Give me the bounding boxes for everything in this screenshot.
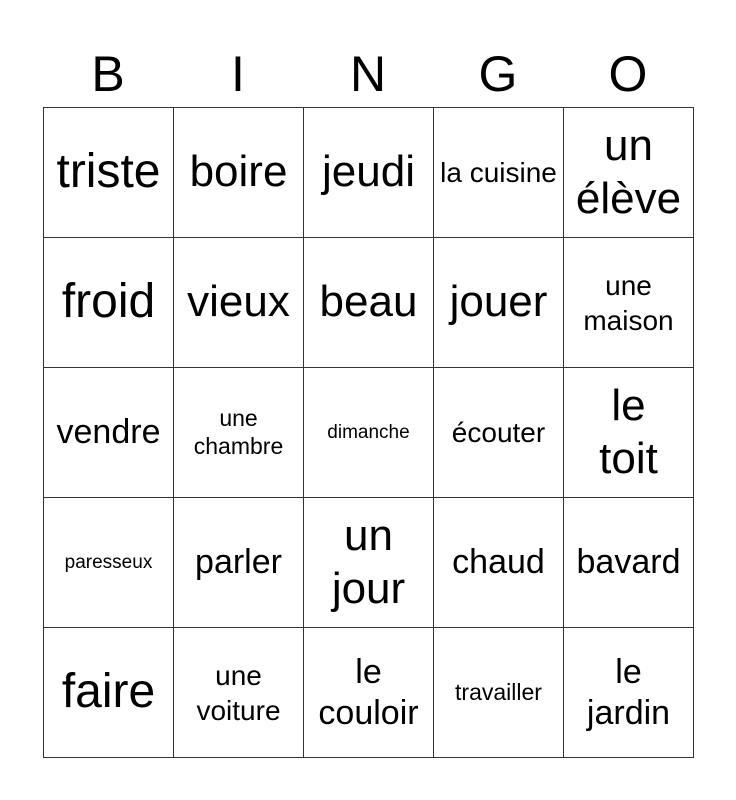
cell-text: écouter bbox=[451, 417, 546, 448]
bingo-cell[interactable] bbox=[434, 498, 564, 628]
bingo-cell[interactable] bbox=[174, 498, 304, 628]
bingo-cell[interactable] bbox=[174, 238, 304, 368]
cell-text: vieux bbox=[187, 277, 290, 327]
bingo-cell[interactable] bbox=[564, 108, 694, 238]
header-letter-o: O bbox=[608, 46, 648, 102]
cell-text: travailler bbox=[455, 678, 542, 705]
cell-text: jouer bbox=[449, 277, 548, 327]
header-letter-i: I bbox=[231, 46, 245, 102]
header-letter-g: G bbox=[478, 46, 518, 102]
bingo-cell[interactable] bbox=[304, 108, 434, 238]
cell-text: le couloir bbox=[318, 652, 419, 732]
bingo-cell[interactable] bbox=[174, 628, 304, 758]
bingo-cell[interactable] bbox=[564, 238, 694, 368]
bingo-cell[interactable] bbox=[304, 628, 434, 758]
bingo-cell[interactable] bbox=[174, 368, 304, 498]
header-letter-n: N bbox=[349, 46, 387, 102]
cell-text: vendre bbox=[56, 413, 161, 452]
cell-text: une maison bbox=[583, 269, 674, 336]
bingo-cell[interactable] bbox=[44, 108, 174, 238]
cell-text: dimanche bbox=[327, 421, 410, 443]
bingo-cell[interactable] bbox=[564, 368, 694, 498]
cell-text: faire bbox=[61, 665, 156, 719]
bingo-cell[interactable] bbox=[564, 628, 694, 758]
cell-text: triste bbox=[56, 145, 161, 199]
bingo-cell[interactable] bbox=[434, 238, 564, 368]
cell-text: une chambre bbox=[193, 404, 284, 459]
cell-text: paresseux bbox=[64, 551, 153, 573]
bingo-card bbox=[43, 107, 694, 758]
cell-text: un élève bbox=[575, 120, 682, 223]
bingo-header bbox=[43, 40, 693, 108]
cell-text: beau bbox=[319, 277, 418, 327]
cell-text: la cuisine bbox=[440, 157, 557, 188]
header-letter-b: B bbox=[91, 46, 125, 102]
bingo-cell[interactable] bbox=[304, 368, 434, 498]
cell-text: le toit bbox=[599, 380, 658, 483]
bingo-cell[interactable] bbox=[304, 238, 434, 368]
bingo-cell[interactable] bbox=[564, 498, 694, 628]
bingo-cell[interactable] bbox=[44, 628, 174, 758]
bingo-cell[interactable] bbox=[434, 628, 564, 758]
bingo-cell[interactable] bbox=[434, 368, 564, 498]
cell-text: le jardin bbox=[586, 652, 671, 732]
bingo-cell[interactable] bbox=[44, 498, 174, 628]
bingo-cell[interactable] bbox=[304, 498, 434, 628]
bingo-cell[interactable] bbox=[44, 368, 174, 498]
cell-text: boire bbox=[189, 147, 288, 197]
cell-text: un jour bbox=[331, 510, 406, 613]
cell-text: parler bbox=[195, 543, 282, 582]
cell-text: jeudi bbox=[322, 147, 415, 197]
cell-text: bavard bbox=[576, 543, 681, 582]
bingo-cell[interactable] bbox=[174, 108, 304, 238]
cell-text: une voiture bbox=[196, 659, 281, 726]
cell-text: chaud bbox=[452, 543, 545, 582]
bingo-cell[interactable] bbox=[44, 238, 174, 368]
cell-text: froid bbox=[61, 275, 156, 329]
bingo-cell[interactable] bbox=[434, 108, 564, 238]
